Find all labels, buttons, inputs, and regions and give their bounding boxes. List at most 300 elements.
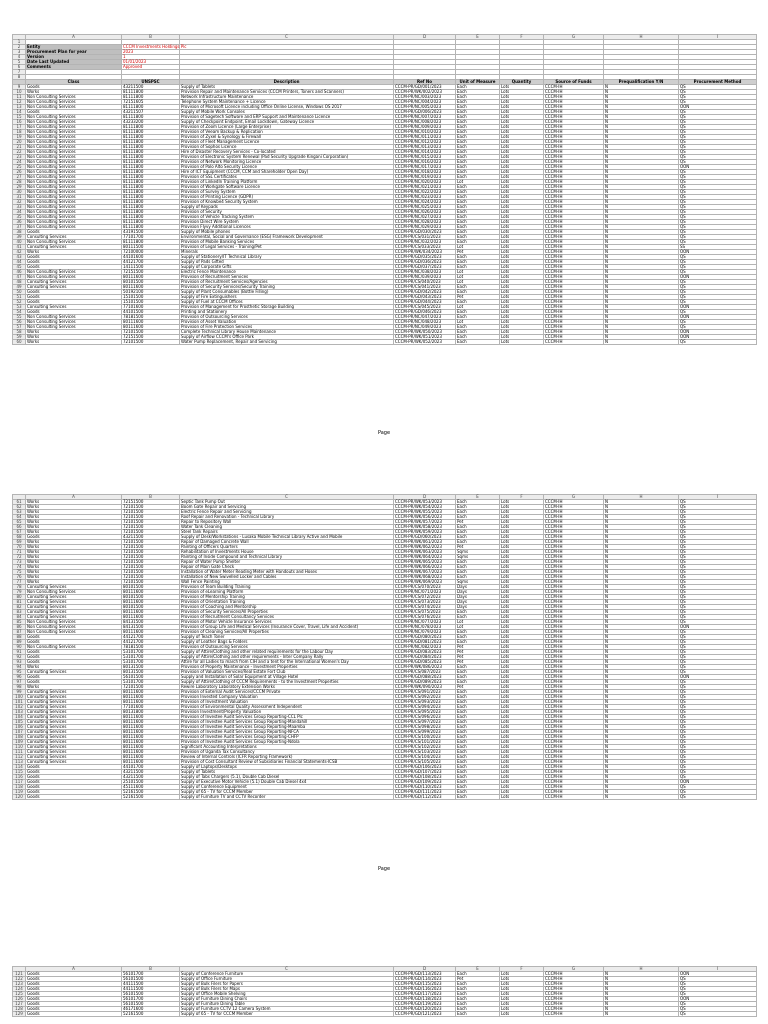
table-cell[interactable]: 81111800 [122, 170, 180, 175]
table-cell[interactable]: CCCM-IH [544, 330, 604, 335]
table-cell[interactable]: Works [26, 525, 122, 530]
table-cell[interactable]: CCCM-IH [544, 235, 604, 240]
row-number[interactable]: 64 [13, 515, 26, 520]
table-cell[interactable]: Non Consulting Services [26, 105, 122, 110]
table-cell[interactable]: Lots [500, 745, 544, 750]
table-cell[interactable]: Lots [500, 235, 544, 240]
column-letter[interactable]: F [500, 495, 544, 500]
table-cell[interactable]: QS [679, 530, 757, 535]
table-cell[interactable]: Consulting Services [26, 730, 122, 735]
column-letter[interactable]: I [679, 967, 757, 972]
table-cell[interactable]: QS [679, 190, 757, 195]
table-cell[interactable]: Each [456, 755, 500, 760]
table-cell[interactable]: Goods [26, 795, 122, 800]
table-cell[interactable]: CCCM-PR/NC/039/2023 [394, 275, 456, 280]
table-cell[interactable]: QS [679, 160, 757, 165]
table-cell[interactable]: Provision of Veeam Backup & Replication [180, 130, 394, 135]
row-number[interactable]: 22 [13, 150, 26, 155]
table-cell[interactable]: Roof Repair and Renovation - Technical Library [180, 515, 394, 520]
table-cell[interactable]: 14111500 [122, 265, 180, 270]
row-number[interactable]: 107 [13, 730, 26, 735]
table-cell[interactable]: Non Consulting Services [26, 95, 122, 100]
table-cell[interactable]: Lots [500, 120, 544, 125]
table-cell[interactable]: Each [456, 750, 500, 755]
table-cell[interactable]: Each [456, 775, 500, 780]
table-cell[interactable]: CCCM-IH [544, 315, 604, 320]
table-cell[interactable]: CCCM-IH [544, 760, 604, 765]
table-cell[interactable]: CCCM-PR/WK/064/2023 [394, 555, 456, 560]
row-number[interactable]: 18 [13, 130, 26, 135]
table-cell[interactable]: Each [456, 630, 500, 635]
table-cell[interactable]: CCCM-PR/NC/009/2023 [394, 125, 456, 130]
row-number[interactable]: 56 [13, 320, 26, 325]
row-number[interactable]: 6 [13, 65, 26, 70]
table-cell[interactable]: Non Consulting Services [26, 275, 122, 280]
table-cell[interactable]: Provision of Cost Consultant Review of Subsidiaries Financial Statements-ICSB [180, 760, 394, 765]
table-cell[interactable]: Lots [500, 240, 544, 245]
table-cell[interactable]: CCCM-IH [544, 260, 604, 265]
table-cell[interactable]: Lots [500, 1007, 544, 1012]
row-number[interactable]: 44 [13, 260, 26, 265]
table-cell[interactable]: Consulting Services [26, 610, 122, 615]
table-cell[interactable]: 72100000 [122, 250, 180, 255]
row-number[interactable]: 12 [13, 100, 26, 105]
table-cell[interactable]: CCCM-IH [544, 1007, 604, 1012]
table-cell[interactable]: Supply and Installation of Solar Equipment at Village Hotel [180, 675, 394, 680]
table-cell[interactable]: N [604, 740, 679, 745]
table-cell[interactable]: Each [456, 1012, 500, 1017]
table-cell[interactable]: CCCM-IH [544, 130, 604, 135]
column-header[interactable]: Class [26, 80, 122, 85]
row-number[interactable]: 68 [13, 535, 26, 540]
table-cell[interactable]: N [604, 665, 679, 670]
table-cell[interactable]: Lots [500, 780, 544, 785]
table-cell[interactable]: CCCM-PR/WK/055/2023 [394, 510, 456, 515]
table-cell[interactable]: Each [456, 140, 500, 145]
table-cell[interactable]: QS [679, 85, 757, 90]
table-cell[interactable]: OON [679, 250, 757, 255]
table-cell[interactable]: 44121700 [122, 260, 180, 265]
table-cell[interactable]: CCCM-PR/WK/065/2023 [394, 560, 456, 565]
table-cell[interactable]: Each [456, 110, 500, 115]
table-cell[interactable]: Pet [456, 650, 500, 655]
table-cell[interactable]: 80111600 [122, 720, 180, 725]
column-letter[interactable]: G [544, 35, 604, 40]
column-header[interactable]: Quantity [500, 80, 544, 85]
table-cell[interactable]: N [604, 635, 679, 640]
table-cell[interactable]: N [604, 570, 679, 575]
table-cell[interactable]: N [604, 620, 679, 625]
table-cell[interactable]: Goods [26, 790, 122, 795]
row-number[interactable]: 13 [13, 105, 26, 110]
table-cell[interactable]: QS [679, 745, 757, 750]
table-cell[interactable]: Provision of Coaching and Mentorship [180, 605, 394, 610]
table-cell[interactable]: CCCM-PR/NC/027/2023 [394, 215, 456, 220]
table-cell[interactable]: Works [26, 500, 122, 505]
row-number[interactable]: 94 [13, 665, 26, 670]
table-cell[interactable]: Lots [500, 230, 544, 235]
table-cell[interactable]: Provision of Recruitment Services/Agencies [180, 280, 394, 285]
row-number[interactable]: 98 [13, 685, 26, 690]
table-cell[interactable]: Provision of Motor Vehicle Insurance Services [180, 620, 394, 625]
table-cell[interactable]: CCCM-IH [544, 725, 604, 730]
table-cell[interactable]: Repair of Damaged Concrete Wall [180, 540, 394, 545]
table-cell[interactable]: Sqms [456, 550, 500, 555]
table-cell[interactable]: 72101500 [122, 545, 180, 550]
table-cell[interactable]: 53101700 [122, 650, 180, 655]
table-cell[interactable]: Lots [500, 150, 544, 155]
table-cell[interactable]: 72101500 [122, 580, 180, 585]
table-cell[interactable]: 81111800 [122, 130, 180, 135]
table-cell[interactable]: Consulting Services [26, 605, 122, 610]
table-cell[interactable]: Non Consulting Services [26, 270, 122, 275]
table-cell[interactable]: Non Consulting Services [26, 120, 122, 125]
table-cell[interactable]: 44111500 [122, 982, 180, 987]
table-cell[interactable]: CCCM-IH [544, 85, 604, 90]
table-cell[interactable]: Consulting Services [26, 585, 122, 590]
column-header[interactable]: Unit of Measure [456, 80, 500, 85]
table-cell[interactable]: CCCM-IH [544, 972, 604, 977]
table-cell[interactable]: 80101500 [122, 280, 180, 285]
table-cell[interactable]: CCCM-IH [544, 305, 604, 310]
table-cell[interactable]: Supply of Attire/Clothing of CCCM Requirements - to the Investment Properties [180, 680, 394, 685]
table-cell[interactable]: CCCM-PR/GD/035/2023 [394, 255, 456, 260]
row-number[interactable]: 86 [13, 625, 26, 630]
row-number[interactable]: 17 [13, 125, 26, 130]
table-cell[interactable]: Lots [500, 605, 544, 610]
table-cell[interactable]: QS [679, 90, 757, 95]
table-cell[interactable]: Pet [456, 295, 500, 300]
table-cell[interactable]: Each [456, 115, 500, 120]
table-cell[interactable]: CCCM-PR/CS/074/2023 [394, 605, 456, 610]
table-cell[interactable]: CCCM-IH [544, 655, 604, 660]
table-cell[interactable]: QS [679, 255, 757, 260]
table-cell[interactable]: CCCM-PR/NC/079/2023 [394, 630, 456, 635]
table-cell[interactable]: QS [679, 535, 757, 540]
table-cell[interactable]: CCCM-IH [544, 180, 604, 185]
table-cell[interactable]: Each [456, 255, 500, 260]
table-cell[interactable]: 53101700 [122, 660, 180, 665]
table-cell[interactable]: 78181500 [122, 315, 180, 320]
table-cell[interactable]: CCCM-IH [544, 250, 604, 255]
table-cell[interactable]: N [604, 605, 679, 610]
table-cell[interactable]: Lots [500, 570, 544, 575]
table-cell[interactable]: 81111800 [122, 195, 180, 200]
table-cell[interactable]: Each [456, 155, 500, 160]
table-cell[interactable]: CCCM-PR/NC/003/2023 [394, 95, 456, 100]
table-cell[interactable]: Works [26, 665, 122, 670]
row-number[interactable]: 123 [13, 982, 26, 987]
table-cell[interactable]: N [604, 285, 679, 290]
table-cell[interactable]: QS [679, 565, 757, 570]
table-cell[interactable]: CCCM-IH [544, 720, 604, 725]
column-letter[interactable]: E [456, 495, 500, 500]
table-cell[interactable]: N [604, 115, 679, 120]
table-cell[interactable]: CCCM-PR/NC/024/2023 [394, 200, 456, 205]
table-cell[interactable]: 81111800 [122, 175, 180, 180]
table-cell[interactable]: N [604, 615, 679, 620]
table-cell[interactable]: N [604, 275, 679, 280]
table-cell[interactable]: Non Consulting Services [26, 185, 122, 190]
table-cell[interactable]: Lots [500, 250, 544, 255]
table-cell[interactable]: 80111600 [122, 725, 180, 730]
table-cell[interactable]: Non Consulting Services [26, 315, 122, 320]
table-cell[interactable]: Supply of Airflow CCCM's Office Park [180, 335, 394, 340]
table-cell[interactable]: QS [679, 170, 757, 175]
row-number[interactable]: 21 [13, 145, 26, 150]
table-cell[interactable]: 77101600 [122, 305, 180, 310]
table-cell[interactable]: QS [679, 665, 757, 670]
table-cell[interactable]: CCCM-IH [544, 605, 604, 610]
table-cell[interactable]: 53101700 [122, 680, 180, 685]
table-cell[interactable]: Provision Investment/Property Valuation [180, 710, 394, 715]
table-cell[interactable]: Each [456, 730, 500, 735]
table-cell[interactable]: CCCM-IH [544, 550, 604, 555]
table-cell[interactable]: CCCM-IH [544, 140, 604, 145]
table-cell[interactable]: Consulting Services [26, 745, 122, 750]
table-cell[interactable]: Goods [26, 640, 122, 645]
table-cell[interactable]: CCCM-IH [544, 795, 604, 800]
row-number[interactable]: 67 [13, 530, 26, 535]
table-cell[interactable]: N [604, 1002, 679, 1007]
table-cell[interactable]: QS [679, 290, 757, 295]
table-cell[interactable]: Supply of Conference Furniture [180, 972, 394, 977]
row-number[interactable]: 63 [13, 510, 26, 515]
table-cell[interactable]: Each [456, 165, 500, 170]
table-cell[interactable]: CCCM-PR/CS/094/2023 [394, 705, 456, 710]
table-cell[interactable]: 80111600 [122, 730, 180, 735]
table-cell[interactable]: N [604, 185, 679, 190]
row-number[interactable]: 10 [13, 90, 26, 95]
table-cell[interactable]: QS [679, 555, 757, 560]
table-cell[interactable]: Lots [500, 545, 544, 550]
table-cell[interactable]: QS [679, 200, 757, 205]
table-cell[interactable]: 43233200 [122, 120, 180, 125]
table-cell[interactable]: 77101600 [122, 705, 180, 710]
table-cell[interactable]: Sqms [456, 555, 500, 560]
table-cell[interactable]: N [604, 240, 679, 245]
table-cell[interactable]: QS [679, 690, 757, 695]
table-cell[interactable]: CCCM-IH [544, 310, 604, 315]
table-cell[interactable]: Provision of Uganda Tax Consultancy [180, 750, 394, 755]
table-cell[interactable]: Each [456, 300, 500, 305]
table-cell[interactable]: Consulting Services [26, 755, 122, 760]
table-cell[interactable]: CCCM-IH [544, 95, 604, 100]
table-cell[interactable]: CCCM-IH [544, 770, 604, 775]
table-cell[interactable]: CCCM-IH [544, 110, 604, 115]
row-number[interactable]: 96 [13, 675, 26, 680]
table-cell[interactable]: CCCM-IH [544, 120, 604, 125]
table-cell[interactable]: CCCM-PR/CS/040/2023 [394, 280, 456, 285]
table-cell[interactable]: Provision of Team Building Training [180, 585, 394, 590]
table-cell[interactable]: Provision of Mentorship Training [180, 595, 394, 600]
table-cell[interactable]: QS [679, 755, 757, 760]
table-cell[interactable]: N [604, 305, 679, 310]
table-cell[interactable]: CCCM-IH [544, 100, 604, 105]
row-number[interactable]: 71 [13, 550, 26, 555]
table-cell[interactable]: 72101500 [122, 525, 180, 530]
row-number[interactable]: 88 [13, 635, 26, 640]
table-cell[interactable]: CCCM-PR/NC/016/2023 [394, 160, 456, 165]
table-cell[interactable]: CCCM-IH [544, 665, 604, 670]
table-cell[interactable]: CCCM-IH [544, 992, 604, 997]
table-cell[interactable]: Supply of Mobile Work Consoles [180, 110, 394, 115]
table-cell[interactable]: N [604, 100, 679, 105]
column-letter[interactable]: B [122, 967, 180, 972]
table-cell[interactable]: Each [456, 95, 500, 100]
table-cell[interactable]: 72101500 [122, 570, 180, 575]
table-cell[interactable]: Each [456, 972, 500, 977]
table-cell[interactable]: CCCM-PR/CS/070/2023 [394, 585, 456, 590]
table-cell[interactable]: N [604, 575, 679, 580]
row-number[interactable]: 114 [13, 765, 26, 770]
table-cell[interactable]: Lots [500, 540, 544, 545]
table-cell[interactable]: CCCM-IH [544, 225, 604, 230]
table-cell[interactable]: Consulting Services [26, 305, 122, 310]
table-cell[interactable]: OON [679, 105, 757, 110]
table-cell[interactable]: Lots [500, 710, 544, 715]
table-cell[interactable]: CCCM-PR/CS/033/2023 [394, 245, 456, 250]
table-cell[interactable]: 15101500 [122, 295, 180, 300]
row-number[interactable]: 32 [13, 200, 26, 205]
table-cell[interactable]: 44101500 [122, 310, 180, 315]
table-cell[interactable]: CCCM-PR/NC/047/2023 [394, 315, 456, 320]
table-cell[interactable]: Lots [500, 790, 544, 795]
table-cell[interactable]: CCCM-IH [544, 600, 604, 605]
table-cell[interactable]: 72101500 [122, 540, 180, 545]
table-cell[interactable]: Lots [500, 620, 544, 625]
row-number[interactable]: 33 [13, 205, 26, 210]
table-cell[interactable]: CCCM-PR/CS/076/2023 [394, 615, 456, 620]
table-cell[interactable]: Provision of Microsoft Licence including Office Online License, Windows OS 2017 [180, 105, 394, 110]
row-number[interactable]: 122 [13, 977, 26, 982]
table-cell[interactable]: Supply of Keypads [180, 205, 394, 210]
table-cell[interactable]: CCCM-IH [544, 710, 604, 715]
row-number[interactable]: 2 [13, 45, 26, 50]
table-cell[interactable]: Lots [500, 600, 544, 605]
table-cell[interactable]: Painting of Officers Quarters [180, 545, 394, 550]
table-cell[interactable]: 81111800 [122, 200, 180, 205]
table-cell[interactable]: Lots [500, 655, 544, 660]
table-cell[interactable]: N [604, 535, 679, 540]
column-letter[interactable]: G [544, 495, 604, 500]
table-cell[interactable]: QS [679, 210, 757, 215]
table-cell[interactable]: N [604, 630, 679, 635]
table-cell[interactable]: QS [679, 265, 757, 270]
table-cell[interactable]: CCCM-PR/NC/012/2023 [394, 140, 456, 145]
table-cell[interactable]: 43211500 [122, 770, 180, 775]
table-cell[interactable]: Lots [500, 95, 544, 100]
table-cell[interactable]: 81111800 [122, 90, 180, 95]
row-number[interactable]: 93 [13, 660, 26, 665]
table-cell[interactable]: N [604, 95, 679, 100]
table-cell[interactable]: CCCM-PR/GD/042/2023 [394, 290, 456, 295]
table-cell[interactable]: Days [456, 590, 500, 595]
table-cell[interactable]: 50192100 [122, 290, 180, 295]
table-cell[interactable]: N [604, 972, 679, 977]
table-cell[interactable]: CCCM-PR/NC/008/2023 [394, 120, 456, 125]
table-cell[interactable]: QS [679, 235, 757, 240]
meta-value[interactable]: CCCM Investments Holdings Plc [123, 44, 187, 49]
table-cell[interactable]: Goods [26, 230, 122, 235]
table-cell[interactable]: QS [679, 145, 757, 150]
table-cell[interactable]: CCCM-IH [544, 520, 604, 525]
table-cell[interactable]: Lots [500, 280, 544, 285]
table-cell[interactable]: Significant Accounting Interpretations [180, 745, 394, 750]
table-cell[interactable]: Non Consulting Services [26, 200, 122, 205]
table-cell[interactable]: 72151605 [122, 100, 180, 105]
table-cell[interactable]: Each [456, 992, 500, 997]
table-cell[interactable]: Lots [500, 515, 544, 520]
table-cell[interactable]: CCCM-PR/GD/046/2023 [394, 310, 456, 315]
table-cell[interactable]: Lots [500, 972, 544, 977]
table-cell[interactable]: QS [679, 180, 757, 185]
table-cell[interactable]: Lots [500, 130, 544, 135]
table-cell[interactable]: Lots [500, 160, 544, 165]
table-cell[interactable]: N [604, 997, 679, 1002]
table-cell[interactable]: N [604, 280, 679, 285]
table-cell[interactable]: Consulting Services [26, 285, 122, 290]
row-number[interactable]: 28 [13, 180, 26, 185]
table-cell[interactable]: 81111800 [122, 125, 180, 130]
table-cell[interactable]: Works [26, 575, 122, 580]
table-cell[interactable]: CCCM-IH [544, 255, 604, 260]
table-cell[interactable]: QS [679, 705, 757, 710]
table-cell[interactable]: OON [679, 165, 757, 170]
table-cell[interactable]: Non Consulting Services [26, 220, 122, 225]
table-cell[interactable]: Lots [500, 215, 544, 220]
table-cell[interactable]: Provision of Palo Alto Security Licence [180, 165, 394, 170]
table-cell[interactable]: QS [679, 575, 757, 580]
table-cell[interactable]: Electric Fence Repair and Servicing [180, 510, 394, 515]
table-cell[interactable]: Goods [26, 310, 122, 315]
table-cell[interactable]: CCCM-PR/NC/014/2023 [394, 150, 456, 155]
table-cell[interactable]: QS [679, 115, 757, 120]
table-cell[interactable]: CCCM-IH [544, 280, 604, 285]
row-number[interactable]: 124 [13, 987, 26, 992]
table-cell[interactable]: QS [679, 1012, 757, 1017]
table-cell[interactable]: CCCM-PR/GD/037/2023 [394, 265, 456, 270]
table-cell[interactable]: Each [456, 665, 500, 670]
table-cell[interactable]: N [604, 670, 679, 675]
table-cell[interactable]: QS [679, 525, 757, 530]
table-cell[interactable]: CCCM-PR/GD/106/2023 [394, 765, 456, 770]
table-cell[interactable]: QS [679, 500, 757, 505]
table-cell[interactable]: Each [456, 205, 500, 210]
table-cell[interactable]: Supply of Mobile phones [180, 230, 394, 235]
table-cell[interactable]: N [604, 235, 679, 240]
table-cell[interactable]: Supply of Tabs Chargers (5.1), Double Cab Diesel [180, 775, 394, 780]
row-number[interactable]: 92 [13, 655, 26, 660]
table-cell[interactable]: 80111600 [122, 320, 180, 325]
table-cell[interactable]: Lots [500, 640, 544, 645]
row-number[interactable]: 47 [13, 275, 26, 280]
table-cell[interactable]: N [604, 300, 679, 305]
table-cell[interactable]: QS [679, 300, 757, 305]
table-cell[interactable]: Pet [456, 660, 500, 665]
table-cell[interactable]: Works [26, 510, 122, 515]
row-number[interactable]: 36 [13, 220, 26, 225]
table-cell[interactable]: 80111600 [122, 610, 180, 615]
table-cell[interactable]: Lot [456, 320, 500, 325]
table-cell[interactable]: QS [679, 310, 757, 315]
table-cell[interactable]: CCCM-PR/CS/100/2023 [394, 735, 456, 740]
table-cell[interactable]: Lots [500, 525, 544, 530]
table-cell[interactable]: CCCM-PR/GD/085/2023 [394, 660, 456, 665]
column-letter[interactable]: C [180, 495, 394, 500]
table-cell[interactable]: 44101600 [122, 255, 180, 260]
column-letter[interactable]: H [604, 495, 679, 500]
